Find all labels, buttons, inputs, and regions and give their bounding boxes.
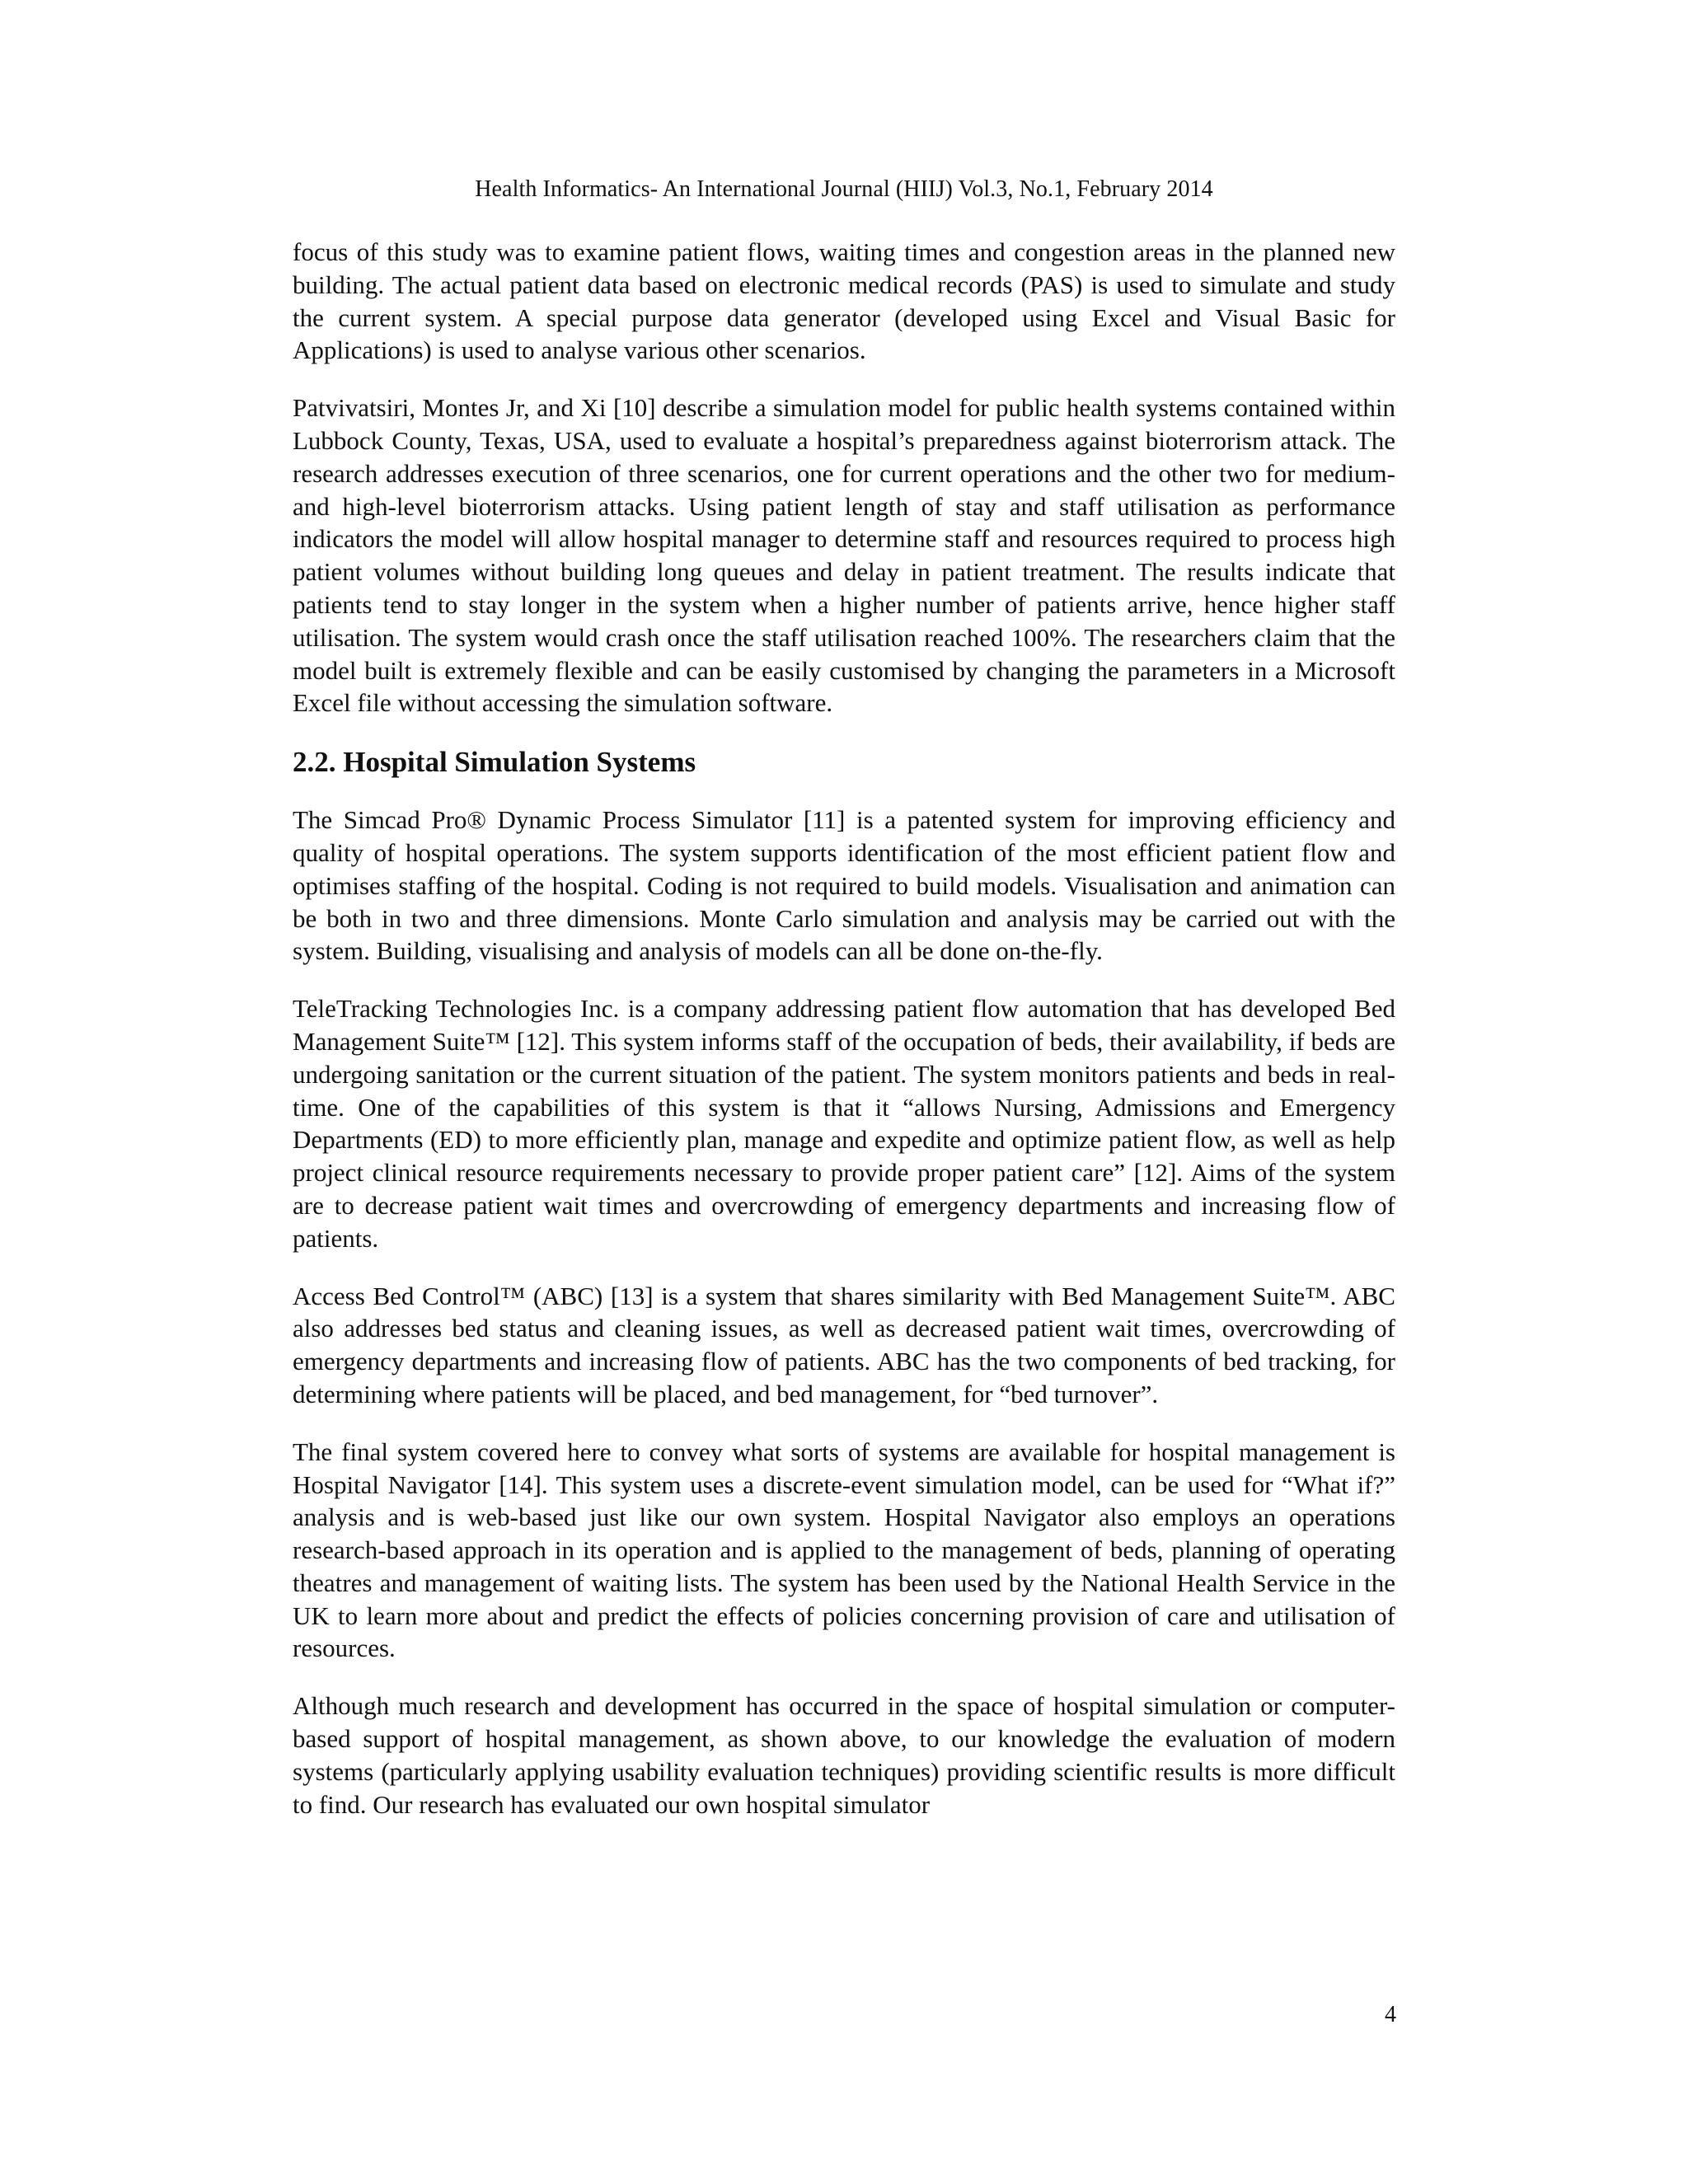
- running-header: Health Informatics- An International Journal (HIIJ) Vol.3, No.1, February 2014: [475, 176, 1213, 202]
- page-number: 4: [1385, 2002, 1396, 2027]
- paragraph-access-bed-control: Access Bed Control™ (ABC) [13] is a system that shares similarity with Bed Management Suite™. ABC also addresses bed status and cleaning issues, as well as decreased patient wait times, overcrowding of emergency departments and increasing flow of patients. ABC has the two components of bed tracking, for determining where patients will be placed, and bed management, for “bed turnover”.: [293, 1281, 1395, 1408]
- body-text: [293, 236, 1395, 1845]
- paragraph-simcad: The Simcad Pro® Dynamic Process Simulator [11] is a patented system for improving efficiency and quality of hospital operations. The system supports identification of the most efficient patient flow and optimises staffing of the hospital. Coding is not required to build models. Visualisation and animation can be both in two and three dimensions. Monte Carlo simulation and analysis may be carried out with the system. Building, visualising and analysis of models can all be done on-the-fly.: [293, 805, 1395, 966]
- paragraph-research-gap: Although much research and development has occurred in the space of hospital simulation or computer-based support of hospital management, as shown above, to our knowledge the evaluation of modern systems (particularly applying usability evaluation techniques) providing scientific results is more difficult to find. Our research has evaluated our own hospital simulator: [293, 1691, 1395, 1819]
- paragraph-patvivatsiri: Patvivatsiri, Montes Jr, and Xi [10] describe a simulation model for public health systems contained within Lubbock County, Texas, USA, used to evaluate a hospital’s preparedness against bioterrorism attack. The research addresses execution of three scenarios, one for current operations and the other two for medium- and high-level bioterrorism attacks. Using patient length of stay and staff utilisation as performance indicators the model will allow hospital manager to determine staff and resources required to process high patient volumes without building long queues and delay in patient treatment. The results indicate that patients tend to stay longer in the system when a higher number of patients arrive, hence higher staff utilisation. The system would crash once the staff utilisation reached 100%. The researchers claim that the model built is extremely flexible and can be easily customised by changing the parameters in a Microsoft Excel file without accessing the simulation software.: [293, 393, 1395, 718]
- paragraph-hospital-navigator: The final system covered here to convey what sorts of systems are available for hospital management is Hospital Navigator [14]. This system uses a discrete-event simulation model, can be used for “What if?” analysis and is web-based just like our own system. Hospital Navigator also employs an operations research-based approach in its operation and is applied to the management of beds, planning of operating theatres and management of waiting lists. The system has been used by the National Health Service in the UK to learn more about and predict the effects of policies concerning provision of care and utilisation of resources.: [293, 1436, 1395, 1663]
- paragraph-study-focus: focus of this study was to examine patient flows, waiting times and congestion areas in the planned new building. The actual patient data based on electronic medical records (PAS) is used to simulate and study the current system. A special purpose data generator (developed using Excel and Visual Basic for Applications) is used to analyse various other scenarios.: [293, 237, 1395, 365]
- paragraph-teletracking: TeleTracking Technologies Inc. is a company addressing patient flow automation that has developed Bed Management Suite™ [12]. This system informs staff of the occupation of beds, their availability, if beds are undergoing sanitation or the current situation of the patient. The system monitors patients and beds in real-time. One of the capabilities of this system is that it “allows Nursing, Admissions and Emergency Departments (ED) to more efficiently plan, manage and expedite and optimize patient flow, as well as help project clinical resource requirements necessary to provide proper patient care” [12]. Aims of the system are to decrease patient wait times and overcrowding of emergency departments and increasing flow of patients.: [293, 994, 1395, 1253]
- section-heading: 2.2. Hospital Simulation Systems: [293, 746, 696, 779]
